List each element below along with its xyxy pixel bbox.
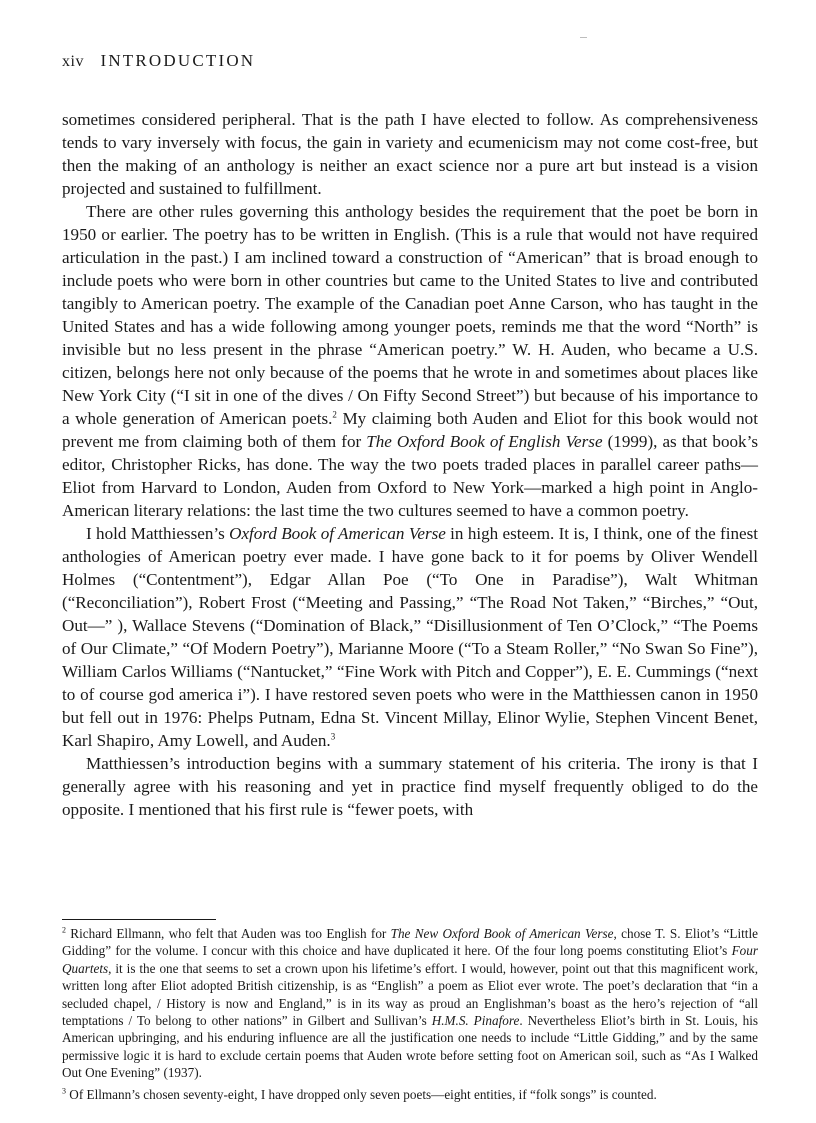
footnote-ref-2[interactable]: 2 [332,409,337,420]
paragraph-3-text-b: in high esteem. It is, I think, one of the finest anthologies of American poetry ever made. I have gone back to it for poems by Oliver Wendell Holmes (“Contentment”), Edgar Allan Poe (“To One in Paradise”), Walt Whitman (“Reconciliation”), Robert Frost (“Meeting and Passing,” “The Road Not Taken,” “Birches,” “Out, Out—” ), Wallace Stevens (“Domination of Black,” “Disillusionment of Ten O’Clock,” “The Poems of Our Climate,” “Of Modern Poetry”), Marianne Moore (“To a Steam Roller,” “No Swan So Fine”), William Carlos Williams (“Nantucket,” “Fine Work with Pitch and Copper”), E. E. Cummings (“next to of course god america i”). I have restored seven poets who were in the Matthiessen canon in 1950 but fell out in 1976: Phelps Putnam, Edna St. Vincent Millay, Elinor Wylie, Stephen Vincent Benet, Karl Shapiro, Amy Lowell, and Auden. [62,524,758,750]
paragraph-1 [62,108,758,200]
footnote-2-number: 2 [62,925,66,935]
footnotes [62,925,758,1107]
book-title-new-oxford-american-verse: The New Oxford Book of American Verse [390,926,614,941]
footnote-ref-3[interactable]: 3 [330,731,336,742]
book-title-oxford-english-verse: The Oxford Book of English Verse [366,432,603,451]
paragraph-4 [62,752,758,821]
paragraph-3-text-a: I hold Matthiessen’s [86,524,230,543]
paragraph-2 [62,200,758,522]
footnote-3-text: Of Ellmann’s chosen seventy-eight, I have dropped only seven poets—eight entities, if “folk songs” is counted. [66,1086,657,1102]
work-title-hms-pinafore: H.M.S. Pinafore [431,1013,520,1029]
paragraph-2-text-b: My claiming both Auden and Eliot for this book would not prevent me from claiming both of them for [62,409,758,451]
scan-mark [580,37,587,38]
footnote-2-text-c: , it is the one that seems to set a crown upon his lifetime’s effort. I would, however, point out that this magnificent work, written long after Eliot adopted British citizenship, is as “English” a poem as Eliot ever wrote. The poet’s declaration that “in a secluded chapel, / History is now and England,” is in its way as proud an Englishman’s boast as the hero’s rejection of “all temptations / To belong to other nations” in Gilbert and Sullivan’s [62,960,758,1029]
paragraph-4-text: Matthiessen’s introduction begins with a summary statement of his criteria. The irony is that I generally agree with his reasoning and yet in practice find myself frequently obliged to do the opposite. I mentioned that his first rule is “fewer poets, with [62,754,758,819]
section-title: INTRODUCTION [100,51,256,70]
paragraph-2-text-a: There are other rules governing this anthology besides the requirement that the poet be born in 1950 or earlier. The poetry has to be written in English. (This is a rule that would not have required articulation in the past.) I am inclined toward a construction of “American” that is broad enough to include poets who were born in other countries but came to the United States to live and contributed tangibly to American poetry. The example of the Canadian poet Anne Carson, who has taught in the United States and has a wide following among younger poets, reminds me that the word “North” is invisible but no less present in the phrase “American poetry.” W. H. Auden, who became a U.S. citizen, belongs here not only because of the poems that he wrote in and sometimes about places like New York City (“I sit in one of the dives / On Fifty Second Street”) but because of his importance to a whole generation of American poets. [62,202,758,428]
footnote-2 [62,925,758,1082]
paragraph-3 [62,522,758,752]
paragraph-2-text-c: (1999), as that book’s editor, Christopher Ricks, has done. The way the two poets traded places in parallel career paths—Eliot from Harvard to London, Auden from Oxford to New York—marked a high point in Anglo-American literary relations: the last time the two cultures seemed to have a common poetry. [62,432,759,520]
footnote-3-number: 3 [62,1086,66,1096]
footnote-3 [62,1086,758,1103]
book-title-four-quartets: Four Quartets [62,943,758,976]
page-number: xiv [62,53,84,70]
body-text [62,108,758,821]
running-head [62,51,255,71]
footnote-2-text-a: Richard Ellmann, who felt that Auden was too English for [66,926,391,941]
footnote-divider [62,919,216,920]
book-title-oxford-american-verse: Oxford Book of American Verse [229,524,446,543]
paragraph-1-text: sometimes considered peripheral. That is the path I have elected to follow. As comprehensiveness tends to vary inversely with focus, the gain in variety and ecumenicism may not come cost-free, but then the making of an anthology is neither an exact science nor a pure art but instead is a vision projected and sustained to fulfillment. [62,110,758,198]
footnote-2-text-d: . Nevertheless Eliot’s birth in St. Louis, his American upbringing, and his enduring influence are all the justification one needs to include “Little Gidding,” and by the same permissive logic it is hard to exclude certain poems that Auden wrote before setting foot on American soil, such as “As I Walked Out One Evening” (1937). [62,1013,758,1081]
footnote-2-text-b: , chose T. S. Eliot’s “Little Gidding” for the volume. I concur with this choice and have duplicated it here. Of the four long poems constituting Eliot’s [62,926,758,959]
